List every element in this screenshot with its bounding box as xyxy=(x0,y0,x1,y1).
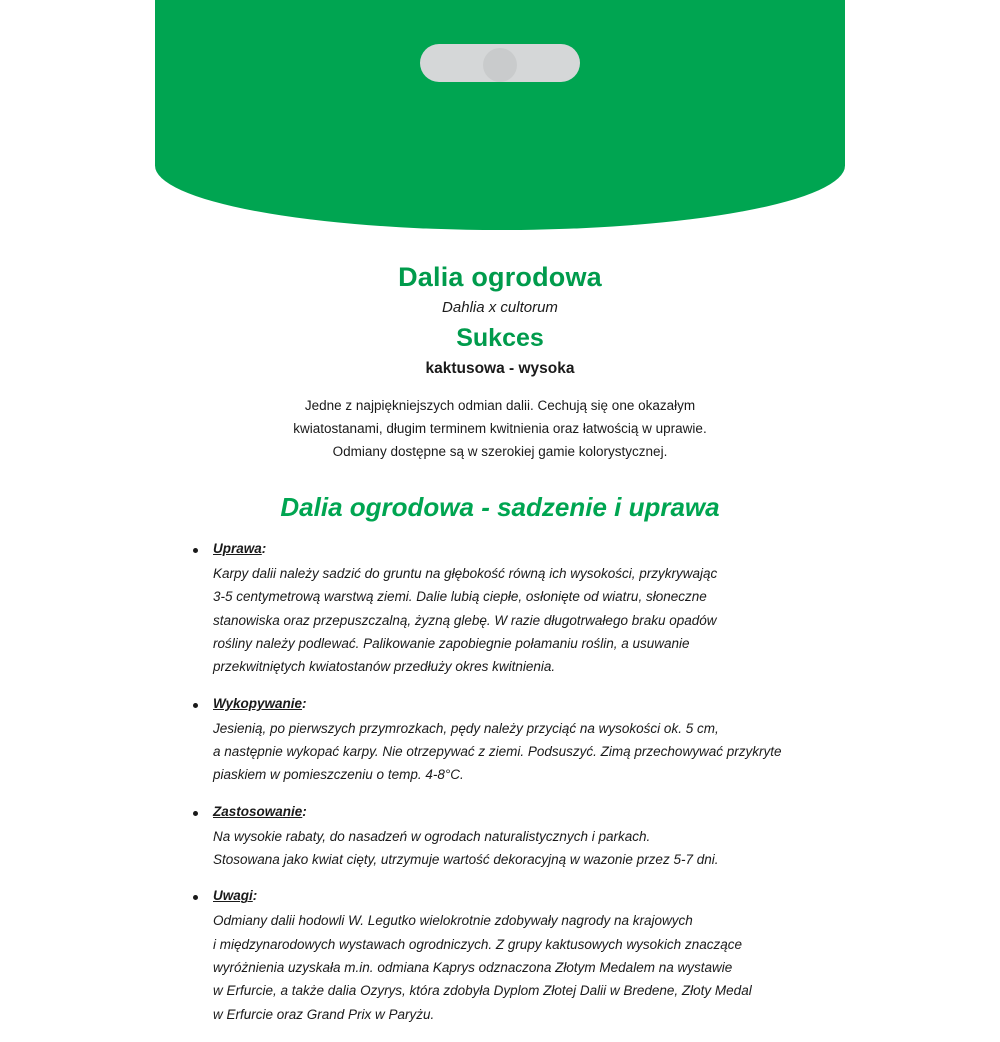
care-line: Na wysokie rabaty, do nasadzeń w ogrodach naturalistycznych i parkach. xyxy=(213,828,651,844)
care-line: i międzynarodowych wystawach ogrodniczych. Z grupy kaktusowych wysokich znaczące xyxy=(213,936,742,952)
title-block xyxy=(0,262,1000,378)
care-line: piaskiem w pomieszczeniu o temp. 4-8°C. xyxy=(213,767,464,783)
care-body xyxy=(213,825,825,872)
care-label-colon: : xyxy=(252,888,258,904)
bullet-icon xyxy=(193,703,198,708)
care-line: Odmiany dalii hodowli W. Legutko wielokrotnie zdobywały nagrody na krajowych xyxy=(213,913,693,929)
care-line: stanowiska oraz przepuszczalną, żyzną glebę. W razie długotrwałego braku opadów xyxy=(213,612,717,628)
list-item xyxy=(185,887,825,1026)
intro-line: Jedne z najpiękniejszych odmian dalii. Cechują się one okazałym xyxy=(304,398,696,413)
care-label-colon: : xyxy=(302,803,307,819)
intro-line: Odmiany dostępne są w szerokiej gamie kolorystycznej. xyxy=(332,444,668,460)
header-banner xyxy=(155,0,845,230)
bullet-icon xyxy=(193,548,198,553)
care-line: w Erfurcie, a także dalia Ozyrys, która zdobyła Dyplom Złotej Dalii w Bredene, Złoty Medal xyxy=(213,983,752,999)
care-label: Zastosowanie xyxy=(213,803,303,819)
care-line: w Erfurcie oraz Grand Prix w Paryżu. xyxy=(213,1006,435,1022)
care-line: Stosowana jako kwiat cięty, utrzymuje wartość dekoracyjną w wazonie przez 5-7 dni. xyxy=(213,852,719,868)
page-title: Dalia ogrodowa xyxy=(398,262,602,292)
care-line: wyróżnienia uzyskała m.in. odmiana Kaprys odznaczona Złotym Medalem na wystawie xyxy=(213,960,733,976)
care-label-colon: : xyxy=(302,695,307,711)
care-label: Uprawa xyxy=(213,541,262,556)
care-line: 3-5 centymetrową warstwą ziemi. Dalie lubią ciepłe, osłonięte od wiatru, słoneczne xyxy=(213,589,707,605)
banner-shape xyxy=(155,0,845,230)
section-heading: Dalia ogrodowa - sadzenie i uprawa xyxy=(280,492,720,522)
care-line: przekwitniętych kwiatostanów przedłuży okres kwitnienia. xyxy=(213,659,556,675)
intro-paragraph xyxy=(220,394,780,464)
care-body xyxy=(213,562,825,679)
list-item xyxy=(185,803,825,872)
list-item xyxy=(185,540,825,679)
care-label: Wykopywanie xyxy=(213,695,303,711)
care-label-colon: : xyxy=(261,541,267,556)
latin-name: Dahlia x cultorum xyxy=(442,299,558,316)
hang-hole-circle xyxy=(483,48,517,82)
care-body xyxy=(213,909,825,1026)
bullet-icon xyxy=(193,811,198,816)
list-item xyxy=(185,695,825,787)
care-instructions-list xyxy=(185,540,825,1042)
care-label: Uwagi xyxy=(213,888,253,904)
intro-line: kwiatostanami, długim terminem kwitnienia oraz łatwością w uprawie. xyxy=(293,421,707,437)
care-line: Karpy dalii należy sadzić do gruntu na głębokość równą ich wysokości, przykrywając xyxy=(213,566,718,581)
cultivar-name: Sukces xyxy=(456,324,544,352)
care-line: rośliny należy podlewać. Palikowanie zapobiegnie połamaniu roślin, a usuwanie xyxy=(213,636,690,652)
care-body xyxy=(213,717,825,787)
bullet-icon xyxy=(193,895,198,900)
variety-type: kaktusowa - wysoka xyxy=(425,360,575,377)
care-line: a następnie wykopać karpy. Nie otrzepywać z ziemi. Podsuszyć. Zimą przechowywać przykryte xyxy=(213,744,782,760)
care-line: Jesienią, po pierwszych przymrozkach, pędy należy przyciąć na wysokości ok. 5 cm, xyxy=(213,720,719,736)
